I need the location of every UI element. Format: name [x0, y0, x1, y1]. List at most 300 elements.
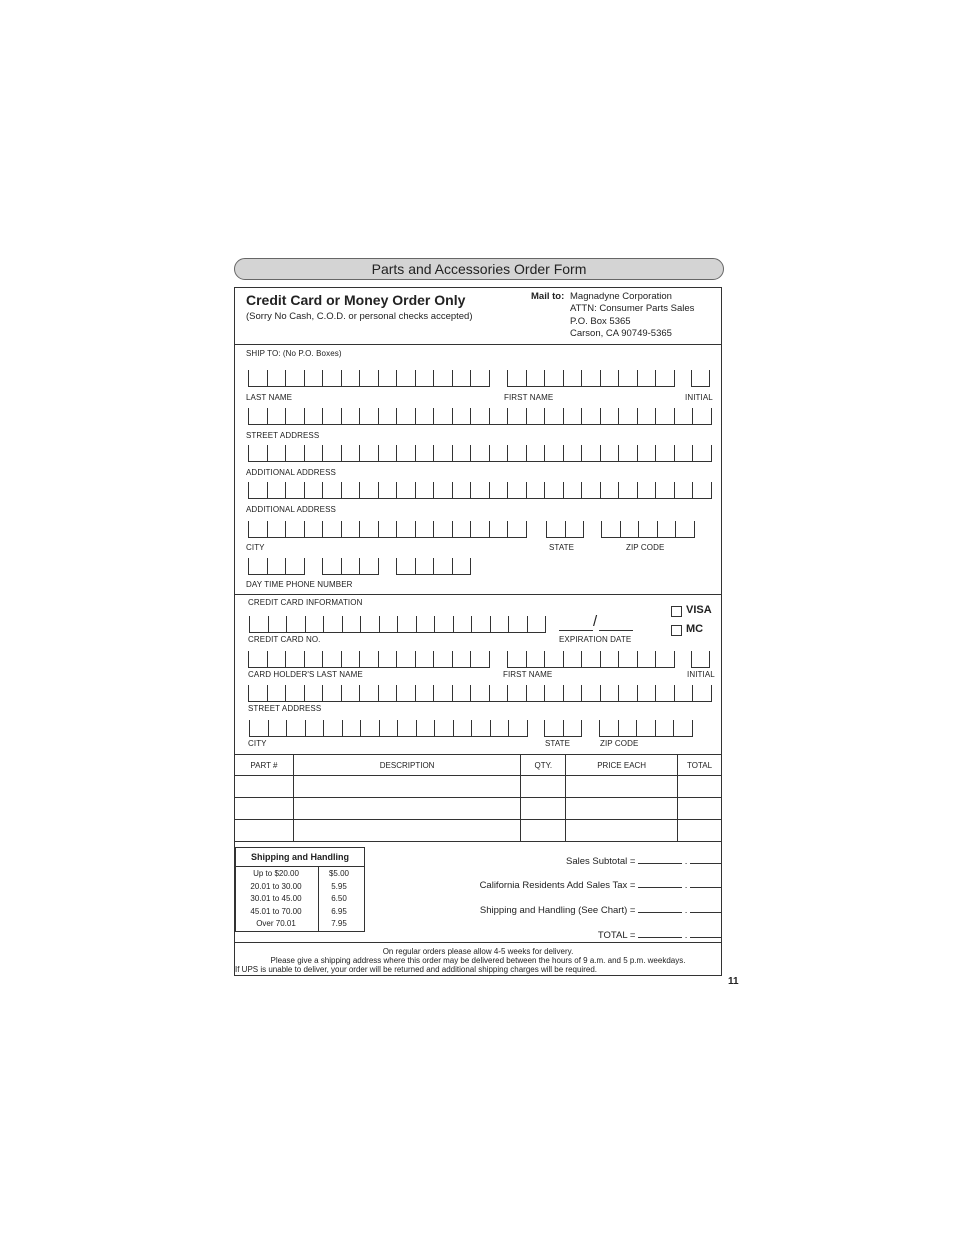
- character-box: [433, 521, 452, 537]
- character-box: [655, 651, 674, 667]
- credit-card-label: CREDIT CARD INFORMATION: [248, 598, 363, 607]
- character-box: [249, 720, 268, 736]
- character-box: [304, 482, 323, 498]
- character-box: [415, 651, 434, 667]
- character-box: [637, 370, 656, 386]
- mc-label: MC: [686, 623, 704, 635]
- character-box: [470, 685, 489, 701]
- character-box: [675, 521, 694, 537]
- character-box: [378, 370, 397, 386]
- character-box: [544, 685, 563, 701]
- character-box: [490, 616, 509, 632]
- character-box: [396, 445, 415, 461]
- character-box: [378, 408, 397, 424]
- character-box: [285, 685, 304, 701]
- character-box: [637, 408, 656, 424]
- character-box: [507, 521, 526, 537]
- character-box: [249, 616, 268, 632]
- character-box: [433, 558, 452, 574]
- character-box: [360, 720, 379, 736]
- street-address-field[interactable]: [248, 408, 712, 425]
- character-box: [452, 408, 471, 424]
- character-box: [322, 651, 341, 667]
- character-box: [470, 445, 489, 461]
- character-box: [267, 558, 286, 574]
- column-header: QTY.: [521, 755, 566, 776]
- shipping-handling-cents[interactable]: [690, 903, 722, 913]
- page-number: 11: [728, 976, 739, 987]
- character-box: [267, 408, 286, 424]
- character-box: [341, 408, 360, 424]
- character-box: [489, 445, 508, 461]
- character-box: [360, 616, 379, 632]
- sales-subtotal-cents[interactable]: [690, 854, 722, 864]
- sales-tax-cents[interactable]: [690, 878, 722, 888]
- character-box: [618, 370, 637, 386]
- sales-subtotal-dollars[interactable]: [638, 854, 682, 864]
- order-table-header: [235, 755, 722, 776]
- table-row: [235, 820, 722, 842]
- character-box: [304, 651, 323, 667]
- character-box: [342, 720, 361, 736]
- character-box: [434, 616, 453, 632]
- qty-cell[interactable]: [521, 776, 566, 798]
- character-box: [546, 521, 565, 537]
- character-box: [268, 720, 287, 736]
- sales-tax-dollars[interactable]: [638, 878, 682, 888]
- character-box: [359, 685, 378, 701]
- price-each-cell[interactable]: [566, 820, 678, 842]
- cardholder-last-name-label: CARD HOLDER'S LAST NAME: [248, 670, 363, 679]
- cardholder-initial-label: INITIAL: [687, 670, 715, 679]
- column-header: PRICE EACH: [566, 755, 678, 776]
- character-box: [322, 370, 341, 386]
- cardholder-street-field[interactable]: [248, 685, 712, 702]
- state-label: STATE: [549, 543, 575, 552]
- shipping-chart-title: Shipping and Handling: [236, 848, 364, 867]
- character-box: [378, 521, 397, 537]
- character-box: [581, 370, 600, 386]
- character-box: [285, 482, 304, 498]
- character-box: [416, 720, 435, 736]
- character-box: [267, 685, 286, 701]
- character-box: [507, 445, 526, 461]
- character-box: [285, 521, 304, 537]
- character-box: [248, 685, 267, 701]
- footer-note: On regular orders please allow 4-5 weeks for delivery.: [382, 947, 574, 956]
- order-table: [234, 754, 722, 842]
- character-box: [396, 685, 415, 701]
- character-box: [396, 651, 415, 667]
- character-box: [433, 482, 452, 498]
- character-box: [434, 720, 453, 736]
- character-box: [452, 685, 471, 701]
- character-box: [452, 558, 471, 574]
- character-box: [655, 408, 674, 424]
- character-box: [433, 408, 452, 424]
- cardholder-street-label: STREET ADDRESS: [248, 704, 322, 713]
- shipping-range: Up to $20.00: [253, 869, 299, 878]
- character-box: [248, 558, 267, 574]
- character-box: [638, 521, 657, 537]
- character-box: [359, 521, 378, 537]
- shipping-price: $5.00: [328, 869, 350, 878]
- character-box: [267, 651, 286, 667]
- character-box: [415, 685, 434, 701]
- description-cell[interactable]: [293, 820, 520, 842]
- description-cell[interactable]: [293, 798, 520, 820]
- character-box: [416, 616, 435, 632]
- mail-to-line: Magnadyne Corporation: [570, 291, 672, 302]
- character-box: [507, 482, 526, 498]
- character-box: [508, 720, 527, 736]
- cardholder-zip-field[interactable]: [599, 720, 693, 737]
- character-box: [655, 720, 674, 736]
- character-box: [453, 720, 472, 736]
- character-box: [673, 720, 692, 736]
- character-box: [267, 521, 286, 537]
- character-box: [618, 408, 637, 424]
- phone-area-field[interactable]: [248, 558, 305, 575]
- additional-address-field-2[interactable]: [248, 482, 712, 499]
- total-cell[interactable]: [678, 798, 722, 820]
- state-field[interactable]: [546, 521, 584, 538]
- expiration-date-label: EXPIRATION DATE: [559, 635, 632, 644]
- character-box: [581, 651, 600, 667]
- mail-to-line: P.O. Box 5365: [570, 316, 631, 327]
- sales-subtotal-label: Sales Subtotal =: [565, 856, 636, 867]
- character-box: [618, 445, 637, 461]
- last-name-label: LAST NAME: [246, 393, 293, 402]
- character-box: [600, 370, 619, 386]
- character-box: [637, 482, 656, 498]
- mc-checkbox[interactable]: [671, 625, 682, 636]
- shipping-price: 6.50: [331, 894, 347, 903]
- character-box: [452, 521, 471, 537]
- shipping-row: [236, 868, 364, 881]
- character-box: [322, 521, 341, 537]
- character-box: [692, 685, 711, 701]
- character-box: [452, 445, 471, 461]
- shipping-range: 45.01 to 70.00: [250, 906, 302, 916]
- character-box: [692, 445, 711, 461]
- character-box: [397, 616, 416, 632]
- character-box: [433, 370, 452, 386]
- character-box: [305, 720, 324, 736]
- character-box: [359, 651, 378, 667]
- initial-field[interactable]: [691, 370, 710, 387]
- character-box: [526, 445, 545, 461]
- character-box: [563, 651, 582, 667]
- character-box: [322, 408, 341, 424]
- cardholder-city-label: CITY: [248, 739, 267, 748]
- shipping-row: [236, 893, 364, 906]
- character-box: [433, 685, 452, 701]
- cardholder-city-field[interactable]: [249, 720, 528, 737]
- character-box: [691, 370, 709, 386]
- character-box: [692, 482, 711, 498]
- table-row: [235, 798, 722, 820]
- character-box: [489, 408, 508, 424]
- price-each-cell[interactable]: [566, 798, 678, 820]
- character-box: [285, 445, 304, 461]
- character-box: [563, 720, 582, 736]
- phone-line-field[interactable]: [396, 558, 471, 575]
- character-box: [563, 685, 582, 701]
- payment-heading: Credit Card or Money Order Only: [246, 292, 466, 308]
- character-box: [323, 720, 342, 736]
- ship-to-label: SHIP TO: (No P.O. Boxes): [246, 349, 342, 358]
- character-box: [341, 445, 360, 461]
- first-name-field[interactable]: [507, 370, 675, 387]
- cardholder-first-name-field[interactable]: [507, 651, 675, 668]
- character-box: [378, 685, 397, 701]
- shipping-chart: [235, 847, 365, 932]
- additional-address-label-2: ADDITIONAL ADDRESS: [246, 505, 336, 514]
- column-header: DESCRIPTION: [293, 755, 520, 776]
- character-box: [470, 521, 489, 537]
- character-box: [507, 685, 526, 701]
- character-box: [618, 720, 637, 736]
- additional-address-field-1[interactable]: [248, 445, 712, 462]
- phone-prefix-field[interactable]: [322, 558, 379, 575]
- character-box: [396, 558, 415, 574]
- character-box: [322, 685, 341, 701]
- character-box: [526, 482, 545, 498]
- character-box: [618, 482, 637, 498]
- character-box: [544, 370, 563, 386]
- character-box: [248, 445, 267, 461]
- character-box: [471, 616, 490, 632]
- shipping-handling-dollars[interactable]: [638, 903, 682, 913]
- part-number-cell[interactable]: [235, 820, 294, 842]
- additional-address-label-1: ADDITIONAL ADDRESS: [246, 468, 336, 477]
- character-box: [341, 482, 360, 498]
- character-box: [637, 445, 656, 461]
- character-box: [674, 408, 693, 424]
- character-box: [655, 370, 674, 386]
- grand-total-dollars[interactable]: [638, 928, 682, 938]
- footer-note: If UPS is unable to deliver, your order will be returned and additional shipping charges will be required.: [235, 965, 597, 974]
- character-box: [600, 482, 619, 498]
- shipping-row: [236, 918, 364, 931]
- character-box: [267, 370, 286, 386]
- mail-to-line: ATTN: Consumer Parts Sales: [570, 303, 695, 314]
- character-box: [341, 558, 360, 574]
- character-box: [267, 482, 286, 498]
- character-box: [396, 408, 415, 424]
- cardholder-state-label: STATE: [545, 739, 571, 748]
- character-box: [600, 408, 619, 424]
- divider: [234, 344, 722, 345]
- character-box: [415, 370, 434, 386]
- street-address-label: STREET ADDRESS: [246, 431, 320, 440]
- shipping-handling-row: Shipping and Handling (See Chart) = .: [480, 903, 722, 916]
- character-box: [359, 408, 378, 424]
- character-box: [563, 445, 582, 461]
- character-box: [490, 720, 509, 736]
- character-box: [526, 651, 545, 667]
- character-box: [674, 482, 693, 498]
- qty-cell[interactable]: [521, 798, 566, 820]
- character-box: [489, 685, 508, 701]
- part-number-cell[interactable]: [235, 776, 294, 798]
- character-box: [378, 482, 397, 498]
- character-box: [305, 616, 324, 632]
- character-box: [544, 720, 563, 736]
- character-box: [637, 651, 656, 667]
- character-box: [563, 482, 582, 498]
- qty-cell[interactable]: [521, 820, 566, 842]
- character-box: [359, 558, 378, 574]
- price-each-cell[interactable]: [566, 776, 678, 798]
- shipping-row: [236, 881, 364, 894]
- zip-field[interactable]: [601, 521, 695, 538]
- character-box: [470, 370, 489, 386]
- character-box: [433, 445, 452, 461]
- character-box: [341, 685, 360, 701]
- divider: [234, 942, 722, 943]
- character-box: [396, 370, 415, 386]
- character-box: [618, 651, 637, 667]
- character-box: [341, 651, 360, 667]
- initial-label: INITIAL: [685, 393, 713, 402]
- character-box: [600, 445, 619, 461]
- character-box: [248, 408, 267, 424]
- character-box: [565, 521, 584, 537]
- grand-total-row: TOTAL = .: [598, 928, 722, 941]
- character-box: [544, 482, 563, 498]
- character-box: [304, 370, 323, 386]
- character-box: [285, 408, 304, 424]
- character-box: [286, 616, 305, 632]
- description-cell[interactable]: [293, 776, 520, 798]
- character-box: [636, 720, 655, 736]
- cardholder-state-field[interactable]: [544, 720, 582, 737]
- character-box: [655, 445, 674, 461]
- total-cell[interactable]: [678, 820, 722, 842]
- character-box: [489, 521, 508, 537]
- shipping-price: 6.95: [331, 906, 347, 916]
- character-box: [581, 408, 600, 424]
- visa-checkbox[interactable]: [671, 606, 682, 617]
- character-box: [563, 408, 582, 424]
- character-box: [342, 616, 361, 632]
- character-box: [285, 370, 304, 386]
- character-box: [692, 408, 711, 424]
- character-box: [396, 482, 415, 498]
- character-box: [507, 651, 526, 667]
- character-box: [359, 445, 378, 461]
- city-field[interactable]: [248, 521, 527, 538]
- column-header: PART #: [235, 755, 294, 776]
- expiration-date-field[interactable]: /: [559, 613, 633, 631]
- last-name-field[interactable]: [248, 370, 490, 387]
- character-box: [452, 651, 471, 667]
- credit-card-number-field[interactable]: [249, 616, 546, 633]
- character-box: [618, 685, 637, 701]
- character-box: [304, 408, 323, 424]
- character-box: [507, 408, 526, 424]
- character-box: [489, 482, 508, 498]
- character-box: [396, 521, 415, 537]
- character-box: [507, 370, 526, 386]
- form-title: Parts and Accessories Order Form: [371, 261, 587, 277]
- character-box: [267, 445, 286, 461]
- character-box: [248, 370, 267, 386]
- cardholder-initial-field[interactable]: [691, 651, 710, 668]
- character-box: [508, 616, 527, 632]
- character-box: [674, 445, 693, 461]
- character-box: [415, 408, 434, 424]
- character-box: [620, 521, 639, 537]
- mail-to-label: Mail to:: [531, 291, 565, 302]
- character-box: [379, 616, 398, 632]
- character-box: [544, 445, 563, 461]
- character-box: [453, 616, 472, 632]
- grand-total-cents[interactable]: [690, 928, 722, 938]
- column-header: TOTAL: [678, 755, 722, 776]
- cardholder-first-name-label: FIRST NAME: [503, 670, 553, 679]
- character-box: [378, 651, 397, 667]
- character-box: [359, 482, 378, 498]
- character-box: [674, 685, 693, 701]
- character-box: [304, 685, 323, 701]
- character-box: [563, 370, 582, 386]
- character-box: [248, 482, 267, 498]
- divider: [234, 594, 722, 595]
- visa-label: VISA: [686, 604, 712, 616]
- total-cell[interactable]: [678, 776, 722, 798]
- part-number-cell[interactable]: [235, 798, 294, 820]
- sales-subtotal-row: Sales Subtotal = .: [566, 854, 722, 867]
- phone-label: DAY TIME PHONE NUMBER: [246, 580, 353, 589]
- character-box: [526, 408, 545, 424]
- payment-subheading: (Sorry No Cash, C.O.D. or personal checks accepted): [246, 311, 473, 322]
- character-box: [600, 685, 619, 701]
- sales-tax-label: California Residents Add Sales Tax =: [479, 880, 636, 891]
- cardholder-last-name-field[interactable]: [248, 651, 490, 668]
- character-box: [304, 521, 323, 537]
- cardholder-zip-label: ZIP CODE: [600, 739, 639, 748]
- character-box: [285, 558, 304, 574]
- shipping-range: Over 70.01: [256, 919, 296, 928]
- sales-tax-row: California Residents Add Sales Tax = .: [480, 878, 722, 891]
- character-box: [359, 370, 378, 386]
- character-box: [248, 651, 267, 667]
- character-box: [268, 616, 287, 632]
- character-box: [452, 370, 471, 386]
- character-box: [378, 445, 397, 461]
- character-box: [471, 720, 490, 736]
- character-box: [286, 720, 305, 736]
- character-box: [600, 651, 619, 667]
- shipping-price: 5.95: [331, 881, 347, 891]
- zip-label: ZIP CODE: [626, 543, 665, 552]
- character-box: [323, 616, 342, 632]
- character-box: [470, 482, 489, 498]
- grand-total-label: TOTAL =: [597, 930, 636, 941]
- character-box: [526, 370, 545, 386]
- character-box: [415, 521, 434, 537]
- shipping-price: 7.95: [331, 919, 347, 928]
- character-box: [601, 521, 620, 537]
- character-box: [526, 685, 545, 701]
- character-box: [322, 482, 341, 498]
- character-box: [304, 445, 323, 461]
- character-box: [544, 651, 563, 667]
- character-box: [248, 521, 267, 537]
